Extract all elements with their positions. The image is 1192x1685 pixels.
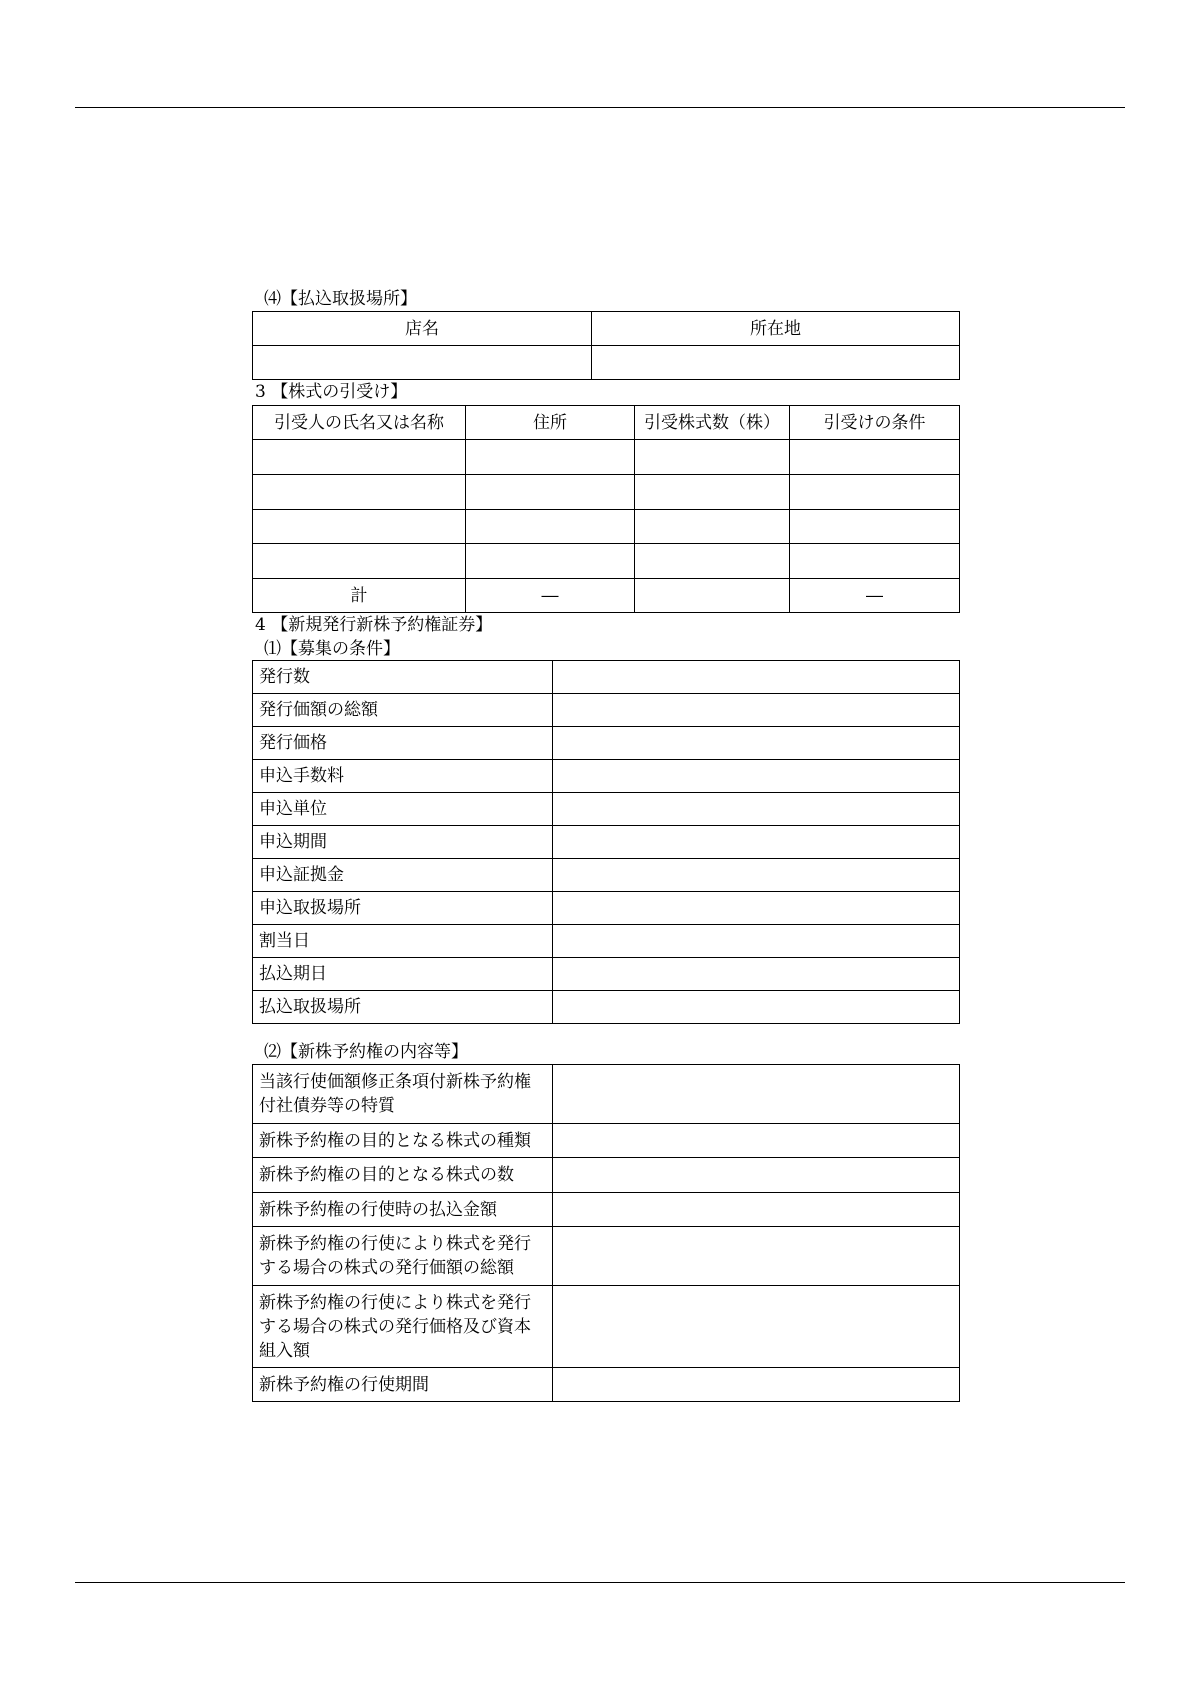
header-underwriter-name: 引受人の氏名又は名称 bbox=[253, 406, 466, 440]
table-row bbox=[253, 475, 960, 510]
label-issue-total: 発行価額の総額 bbox=[253, 694, 553, 727]
header-address: 住所 bbox=[466, 406, 635, 440]
label-issue-value-total: 新株予約権の行使により株式を発行する場合の株式の発行価額の総額 bbox=[253, 1227, 553, 1286]
header-location: 所在地 bbox=[592, 312, 960, 346]
payment-place-heading: ⑷【払込取扱場所】 bbox=[264, 289, 417, 309]
label-share-type: 新株予約権の目的となる株式の種類 bbox=[253, 1124, 553, 1158]
label-issue-price: 発行価格 bbox=[253, 727, 553, 760]
location-cell bbox=[592, 346, 960, 380]
rights-content-heading: ⑵【新株予約権の内容等】 bbox=[264, 1042, 468, 1062]
label-application-unit: 申込単位 bbox=[253, 793, 553, 826]
new-rights-heading: 4 【新規発行新株予約権証券】 bbox=[255, 615, 493, 635]
underwriting-heading: 3 【株式の引受け】 bbox=[255, 382, 408, 402]
top-rule bbox=[75, 107, 1125, 108]
total-row bbox=[253, 579, 960, 613]
table-row bbox=[253, 544, 960, 579]
label-application-deposit: 申込証拠金 bbox=[253, 859, 553, 892]
total-shares-cell bbox=[635, 579, 790, 613]
bottom-rule bbox=[75, 1582, 1125, 1583]
offering-terms-table bbox=[252, 660, 960, 1024]
header-underwriting-terms: 引受けの条件 bbox=[790, 406, 960, 440]
label-allotment-date: 割当日 bbox=[253, 925, 553, 958]
store-name-cell bbox=[253, 346, 592, 380]
label-issue-number: 発行数 bbox=[253, 661, 553, 694]
label-rights-characteristics: 当該行使価額修正条項付新株予約権付社債券等の特質 bbox=[253, 1065, 553, 1124]
total-address-dash: ― bbox=[466, 579, 635, 613]
rights-content-table bbox=[252, 1064, 960, 1402]
label-application-fee: 申込手数料 bbox=[253, 760, 553, 793]
label-payment-place: 払込取扱場所 bbox=[253, 991, 553, 1024]
payment-place-table bbox=[252, 311, 960, 380]
total-label: 計 bbox=[253, 579, 466, 613]
offering-terms-heading: ⑴【募集の条件】 bbox=[264, 639, 400, 659]
table-row bbox=[253, 510, 960, 544]
label-exercise-period: 新株予約権の行使期間 bbox=[253, 1368, 553, 1402]
label-payment-date: 払込期日 bbox=[253, 958, 553, 991]
header-store-name: 店名 bbox=[253, 312, 592, 346]
label-exercise-payment: 新株予約権の行使時の払込金額 bbox=[253, 1193, 553, 1227]
table-row bbox=[253, 440, 960, 475]
label-share-count: 新株予約権の目的となる株式の数 bbox=[253, 1158, 553, 1193]
label-application-place: 申込取扱場所 bbox=[253, 892, 553, 925]
underwriting-table bbox=[252, 405, 960, 613]
header-shares-underwritten: 引受株式数（株） bbox=[635, 406, 790, 440]
total-terms-dash: ― bbox=[790, 579, 960, 613]
label-application-period: 申込期間 bbox=[253, 826, 553, 859]
label-issue-price-capital: 新株予約権の行使により株式を発行する場合の株式の発行価格及び資本組入額 bbox=[253, 1286, 553, 1368]
